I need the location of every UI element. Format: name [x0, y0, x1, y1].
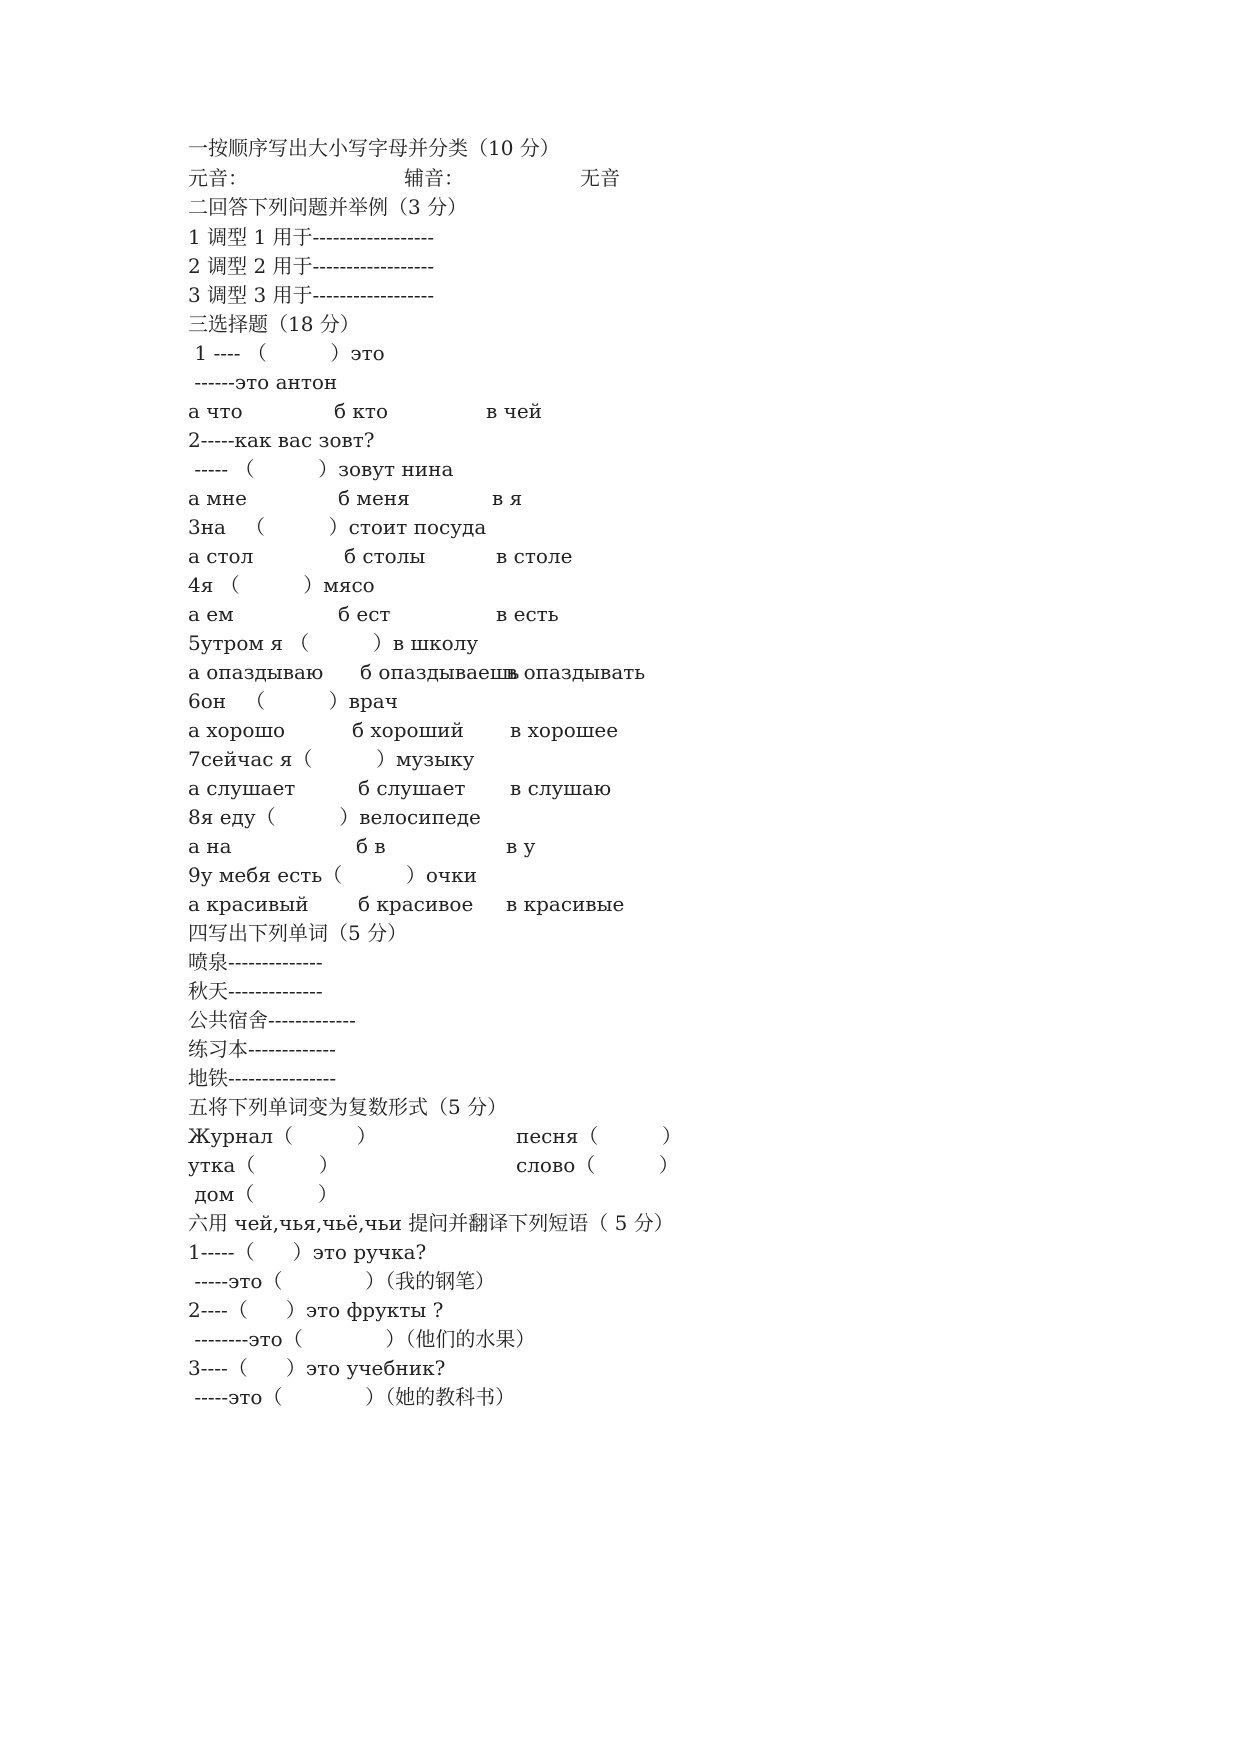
- option-c: в есть: [496, 602, 559, 626]
- question-line: 1 ---- （ ）это: [188, 341, 385, 365]
- options-row: [188, 482, 523, 514]
- options-row: [188, 888, 625, 920]
- section-6-title: 六用 чей,чья,чьё,чьи 提问并翻译下列短语（ 5 分）: [188, 1211, 674, 1235]
- vowels-label: 元音：: [188, 166, 248, 190]
- question-line: 4я （ ）мясо: [188, 573, 375, 597]
- option-b: б кто: [334, 399, 389, 423]
- question-line: --------это（ ）（他们的水果）: [188, 1327, 536, 1351]
- question-line: 1-----（ ）это ручка?: [188, 1240, 427, 1264]
- option-a: а хорошо: [188, 718, 286, 742]
- section-5-title: 五将下列单词变为复数形式（5 分）: [188, 1095, 508, 1119]
- option-b: б столы: [344, 544, 426, 568]
- option-a: а мне: [188, 486, 248, 510]
- question-line: 2----（ ）это фрукты ?: [188, 1298, 444, 1322]
- section-2-item: 1 调型 1 用于------------------: [188, 225, 435, 249]
- options-row: [188, 656, 646, 688]
- option-b: б хороший: [352, 718, 464, 742]
- option-b: б слушает: [358, 776, 466, 800]
- section-1-title: 一按顺序写出大小写字母并分类（10 分）: [188, 136, 560, 160]
- option-c: в столе: [496, 544, 573, 568]
- vocab-item: 秋天--------------: [188, 979, 323, 1003]
- section-2-item: 2 调型 2 用于------------------: [188, 254, 435, 278]
- question-line: 6он （ ）врач: [188, 689, 398, 713]
- option-a: а ем: [188, 602, 234, 626]
- option-c: в красивые: [506, 892, 625, 916]
- option-b: б меня: [338, 486, 410, 510]
- question-line: 7сейчас я（ ）музыку: [188, 747, 475, 771]
- section-2-title: 二回答下列问题并举例（3 分）: [188, 195, 468, 219]
- plural-row: [188, 1149, 679, 1181]
- options-row: [188, 395, 543, 427]
- question-line: 3----（ ）это учебник?: [188, 1356, 446, 1380]
- vocab-item: 练习本-------------: [188, 1037, 336, 1061]
- plural-item: Журнал（ ）: [188, 1124, 377, 1148]
- plural-row: [188, 1178, 338, 1210]
- section-2-item: 3 调型 3 用于------------------: [188, 283, 435, 307]
- option-c: в хорошее: [510, 718, 619, 742]
- question-line: -----это（ ）（她的教科书）: [188, 1385, 516, 1409]
- options-row: [188, 830, 536, 862]
- option-b: б ест: [338, 602, 391, 626]
- consonants-label: 辅音：: [404, 166, 464, 190]
- question-line: 3на （ ）стоит посуда: [188, 515, 487, 539]
- option-a: а что: [188, 399, 243, 423]
- option-a: а слушает: [188, 776, 296, 800]
- option-a: а красивый: [188, 892, 309, 916]
- options-row: [188, 772, 612, 804]
- option-a: а на: [188, 834, 232, 858]
- plural-item: утка（ ）: [188, 1153, 339, 1177]
- question-line: ------это антон: [188, 370, 338, 394]
- question-line: ----- （ ）зовут нина: [188, 457, 454, 481]
- vocab-item: 公共宿舍-------------: [188, 1008, 356, 1032]
- option-c: в я: [492, 486, 523, 510]
- option-c: в чей: [486, 399, 543, 423]
- vocab-item: 地铁----------------: [188, 1066, 337, 1090]
- question-line: -----это（ ）（我的钢笔）: [188, 1269, 496, 1293]
- options-row: [188, 714, 619, 746]
- option-b: б в: [356, 834, 386, 858]
- silent-label: 无音: [580, 166, 620, 190]
- section-4-title: 四写出下列单词（5 分）: [188, 921, 408, 945]
- vocab-item: 喷泉--------------: [188, 950, 323, 974]
- option-a: а стол: [188, 544, 254, 568]
- section-3-title: 三选择题（18 分）: [188, 312, 360, 336]
- question-line: 5утром я （ ）в школу: [188, 631, 479, 655]
- options-row: [188, 598, 559, 630]
- question-line: 8я еду（ ）велосипеде: [188, 805, 481, 829]
- option-b: б красивое: [358, 892, 474, 916]
- plural-item: слово（ ）: [516, 1153, 679, 1177]
- question-line: 2-----как вас зовт?: [188, 428, 375, 452]
- section-1-answer-row: [188, 162, 620, 194]
- option-c: в слушаю: [510, 776, 612, 800]
- option-b: б опаздываешь: [360, 660, 520, 684]
- option-c: в у: [506, 834, 536, 858]
- plural-item: дом（ ）: [188, 1182, 338, 1206]
- options-row: [188, 540, 573, 572]
- question-line: 9у мебя есть（ ）очки: [188, 863, 477, 887]
- option-c: в опаздывать: [506, 660, 646, 684]
- plural-item: песня（ ）: [516, 1124, 682, 1148]
- option-a: а опаздываю: [188, 660, 324, 684]
- plural-row: [188, 1120, 682, 1152]
